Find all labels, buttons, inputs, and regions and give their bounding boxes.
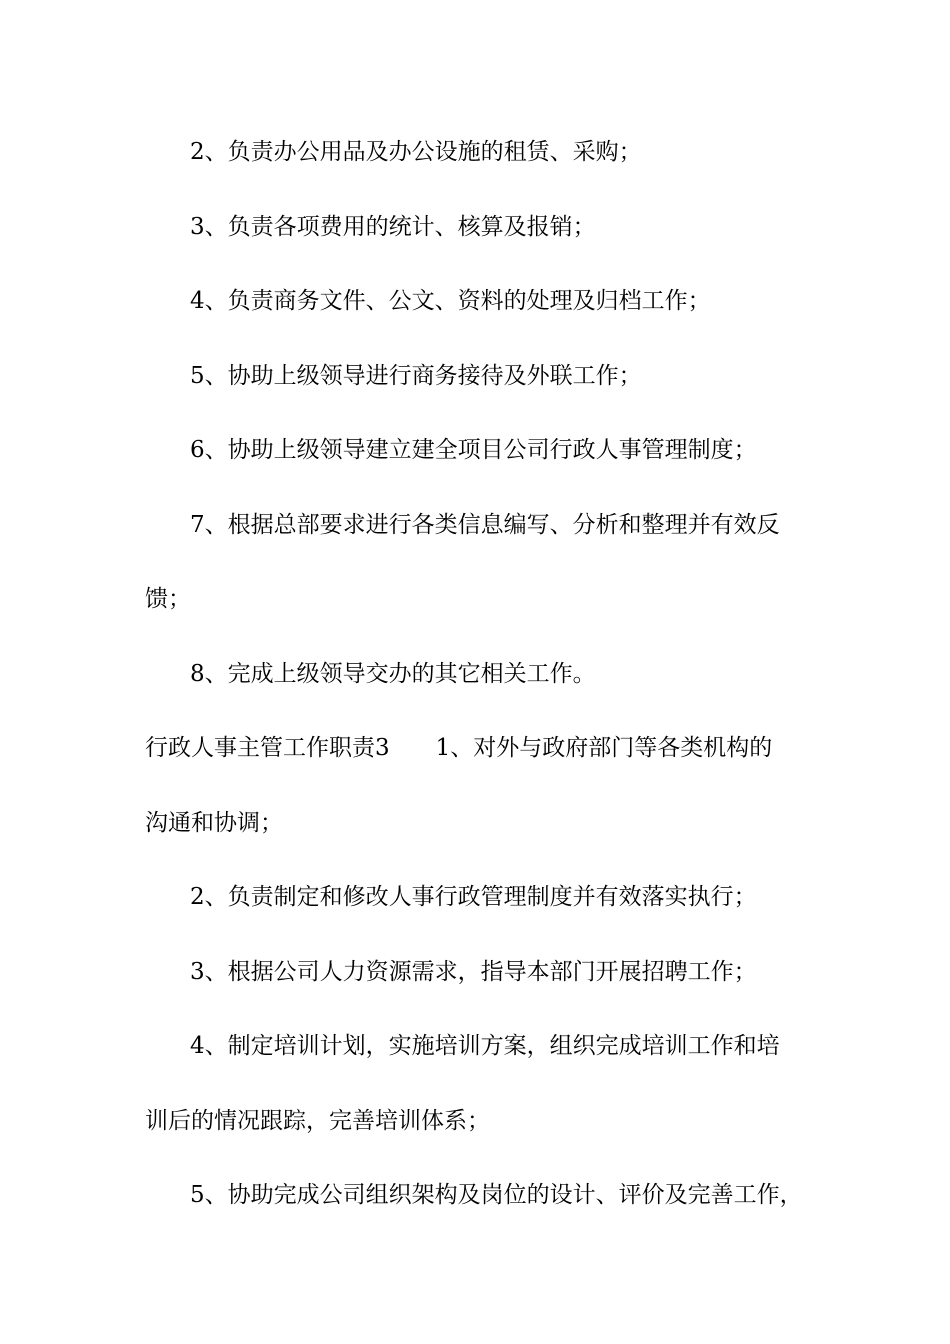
paragraph-line: 3、根据公司人力资源需求，指导本部门开展招聘工作； (190, 959, 757, 985)
section-heading-line (145, 733, 825, 763)
paragraph-line: 沟通和协调； (145, 810, 283, 836)
paragraph-line: 2、负责制定和修改人事行政管理制度并有效落实执行； (190, 884, 757, 910)
paragraph-line: 3、负责各项费用的统计、核算及报销； (190, 214, 596, 240)
paragraph-line: 4、制定培训计划，实施培训方案，组织完成培训工作和培 (190, 1033, 780, 1059)
paragraph-line: 2、负责办公用品及办公设施的租赁、采购； (190, 139, 642, 165)
paragraph-line: 7、根据总部要求进行各类信息编写、分析和整理并有效反 (190, 512, 780, 538)
section-heading: 行政人事主管工作职责3 (145, 735, 390, 761)
paragraph-line: 5、协助上级领导进行商务接待及外联工作； (190, 363, 642, 389)
paragraph-line: 4、负责商务文件、公文、资料的处理及归档工作； (190, 288, 711, 314)
paragraph-line: 训后的情况跟踪，完善培训体系； (145, 1108, 490, 1134)
paragraph-line: 6、协助上级领导建立建全项目公司行政人事管理制度； (190, 437, 757, 463)
paragraph-line: 馈； (145, 586, 191, 612)
paragraph-line: 8、完成上级领导交办的其它相关工作。 (190, 661, 596, 687)
section-first-item: 1、对外与政府部门等各类机构的 (435, 735, 773, 761)
paragraph-line: 5、协助完成公司组织架构及岗位的设计、评价及完善工作， (190, 1182, 803, 1208)
